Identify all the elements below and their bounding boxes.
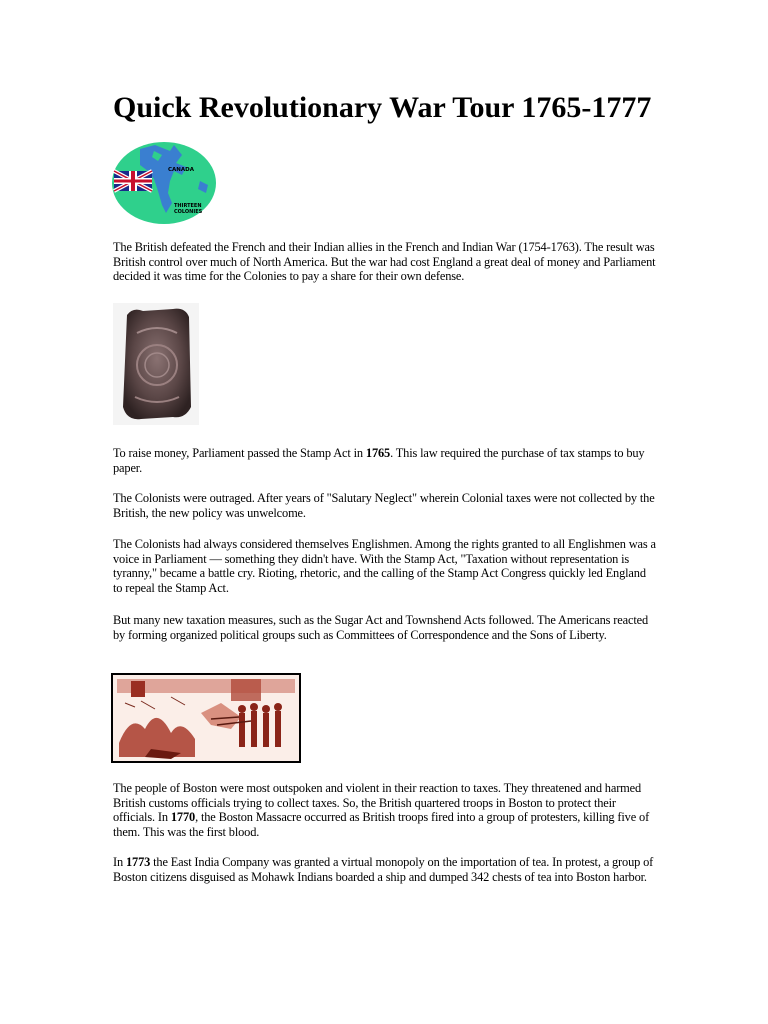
paragraph-new-taxation: But many new taxation measures, such as the Sugar Act and Townshend Acts followed. The Americans reacted by forming organized political groups such as Committees of Correspondence and the Sons of Liberty.	[113, 613, 649, 642]
union-jack-flag-icon	[114, 171, 152, 191]
paragraph-boston-tea-party: In 1773 the East India Company was granted a virtual monopoly on the importation of tea. In protest, a group of Boston citizens disguised as Mohawk Indians boarded a ship and dumped 342 chests of tea into Boston harbor.	[113, 855, 654, 884]
tax-stamp-image	[113, 303, 199, 425]
paragraph-stamp-act: To raise money, Parliament passed the Stamp Act in 1765. This law required the purchase of tax stamps to buy paper.	[113, 446, 645, 475]
paragraph-colonists-outraged: The Colonists were outraged. After years of "Salutary Neglect" wherein Colonial taxes were not collected by the British, the new policy was unwelcome.	[113, 491, 655, 520]
paragraph-french-indian-war: The British defeated the French and their Indian allies in the French and Indian War (1754-1763). The result was British control over much of North America. But the war had cost England a great deal of money and Parliament decided it was time for the Colonies to pay a share for their own defense.	[113, 240, 656, 283]
map-label-colonies-1: THIRTEEN	[174, 203, 202, 209]
page-title: Quick Revolutionary War Tour 1765-1777	[113, 91, 652, 124]
paragraph-boston-massacre: The people of Boston were most outspoken and violent in their reaction to taxes. They threatened and harmed British customs officials trying to collect taxes. So, the British quartered troops in Boston to protect their officials. In 1770, the Boston Massacre occurred as British troops fired into a group of protesters, killing five of them. This was the first blood.	[113, 781, 650, 839]
map-label-colonies-2: COLONIES	[174, 209, 203, 215]
map-label-canada: CANADA	[168, 167, 194, 173]
boston-massacre-image	[111, 673, 301, 763]
colonies-map-image	[110, 141, 218, 225]
paragraph-englishmen-rights: The Colonists had always considered themselves Englishmen. Among the rights granted to all Englishmen was a voice in Parliament — something they didn't have. With the Stamp Act, "Taxation without representation is tyranny," became a battle cry. Rioting, rhetoric, and the calling of the Stamp Act Congress quickly led England to repeal the Stamp Act.	[113, 537, 656, 595]
